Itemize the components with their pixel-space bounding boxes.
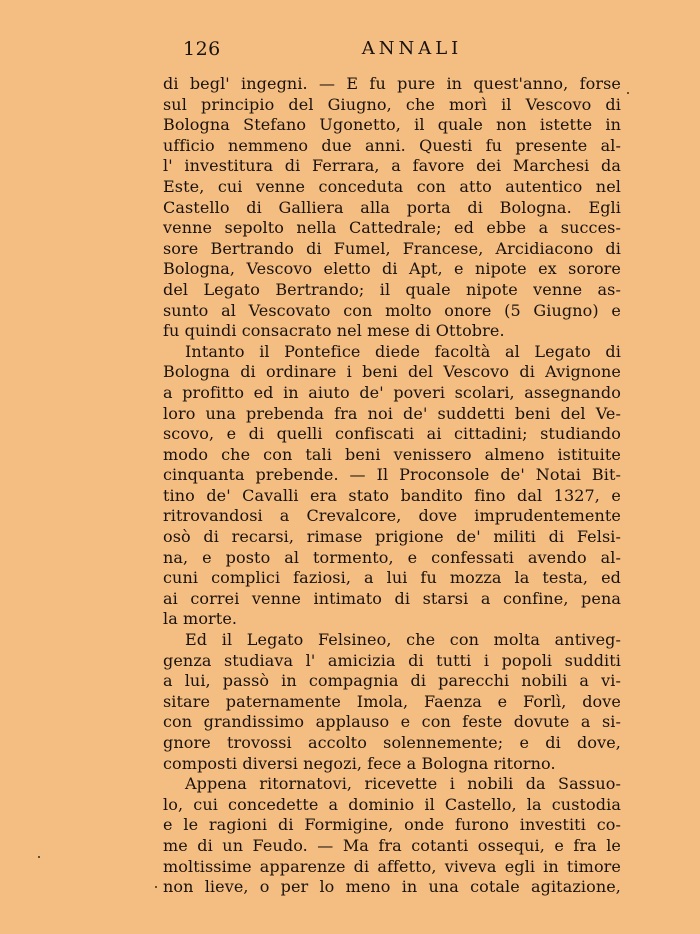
text-line: a lui, passò in compagnia di parecchi nobili a vi- bbox=[163, 671, 621, 691]
text-line: non lieve, o per lo meno in una cotale agitazione, bbox=[163, 877, 621, 897]
text-line: e le ragioni di Formigine, onde furono investiti co- bbox=[163, 815, 621, 835]
text-line: osò di recarsi, rimase prigione de' militi di Felsi- bbox=[163, 527, 621, 547]
text-line: l' investitura di Ferrara, a favore dei Marchesi da bbox=[163, 156, 621, 176]
text-line: Intanto il Pontefice diede facoltà al Legato di bbox=[185, 341, 621, 361]
text-line: lo, cui concedette a dominio il Castello, la custodia bbox=[163, 794, 621, 814]
text-line: fu quindi consacrato nel mese di Ottobre. bbox=[163, 321, 505, 341]
text-line: moltissime apparenze di affetto, viveva egli in timore bbox=[163, 856, 621, 876]
running-title: ANNALI bbox=[361, 38, 463, 59]
text-line: tino de' Cavalli era stato bandito fino dal 1327, e bbox=[163, 485, 621, 505]
text-line: genza studiava l' amicizia di tutti i popoli sudditi bbox=[163, 650, 621, 670]
text-line: cinquanta prebende. — Il Proconsole de' Notai Bit- bbox=[163, 465, 621, 485]
text-line: Castello di Galliera alla porta di Bologna. Egli bbox=[163, 197, 621, 217]
text-line: ufficio nemmeno due anni. Questi fu presente al- bbox=[163, 135, 621, 155]
page-header bbox=[163, 38, 621, 64]
text-line: Este, cui venne conceduta con atto autentico nel bbox=[163, 176, 621, 196]
text-line: a profitto ed in aiuto de' poveri scolari, assegnando bbox=[163, 382, 621, 402]
text-line: ritrovandosi a Crevalcore, dove imprudentemente bbox=[163, 506, 621, 526]
text-line: di begl' ingegni. — E fu pure in quest'anno, forse bbox=[163, 74, 621, 93]
ink-speck bbox=[155, 886, 157, 888]
text-line: loro una prebenda fra noi de' suddetti beni del Ve- bbox=[163, 403, 621, 423]
ink-speck bbox=[627, 92, 629, 94]
text-line: Ed il Legato Felsineo, che con molta antiveg- bbox=[185, 630, 621, 650]
text-line: la morte. bbox=[163, 609, 238, 629]
text-line: venne sepolto nella Cattedrale; ed ebbe a succes- bbox=[163, 218, 621, 238]
text-line: Bologna, Vescovo eletto di Apt, e nipote ex sorore bbox=[163, 259, 621, 279]
text-line: Appena ritornatovi, ricevette i nobili da Sassuo- bbox=[185, 774, 621, 794]
text-line: sunto al Vescovato con molto onore (5 Giugno) e bbox=[163, 300, 621, 320]
text-line: sore Bertrando di Fumel, Francese, Arcidiacono di bbox=[163, 238, 621, 258]
text-line: con grandissimo applauso e con feste dovute a si- bbox=[163, 712, 621, 732]
text-line: sul principio del Giugno, che morì il Vescovo di bbox=[163, 94, 621, 114]
text-line: sitare paternamente Imola, Faenza e Forlì, dove bbox=[163, 691, 621, 711]
text-line: na, e posto al tormento, e confessati avendo al- bbox=[163, 547, 621, 567]
text-line: gnore trovossi accolto solennemente; e di dove, bbox=[163, 733, 621, 752]
page-number: 126 bbox=[183, 38, 221, 60]
text-line: modo che con tali beni venissero almeno istituite bbox=[163, 444, 621, 464]
text-line: cuni complici faziosi, a lui fu mozza la testa, ed bbox=[163, 568, 621, 588]
text-line: Bologna Stefano Ugonetto, il quale non istette in bbox=[163, 115, 621, 135]
text-line: ai correi venne intimato di starsi a confine, pena bbox=[163, 588, 621, 608]
text-line: me di un Feudo. — Ma fra cotanti ossequi, e fra le bbox=[163, 835, 621, 855]
body-text bbox=[163, 74, 621, 898]
text-line: scovo, e di quelli confiscati ai cittadini; studiando bbox=[163, 424, 621, 444]
text-line: del Legato Bertrando; il quale nipote venne as- bbox=[163, 279, 621, 299]
text-line: composti diversi negozi, fece a Bologna ritorno. bbox=[163, 753, 556, 773]
text-line: Bologna di ordinare i beni del Vescovo di Avignone bbox=[163, 362, 621, 382]
ink-speck bbox=[38, 856, 40, 858]
